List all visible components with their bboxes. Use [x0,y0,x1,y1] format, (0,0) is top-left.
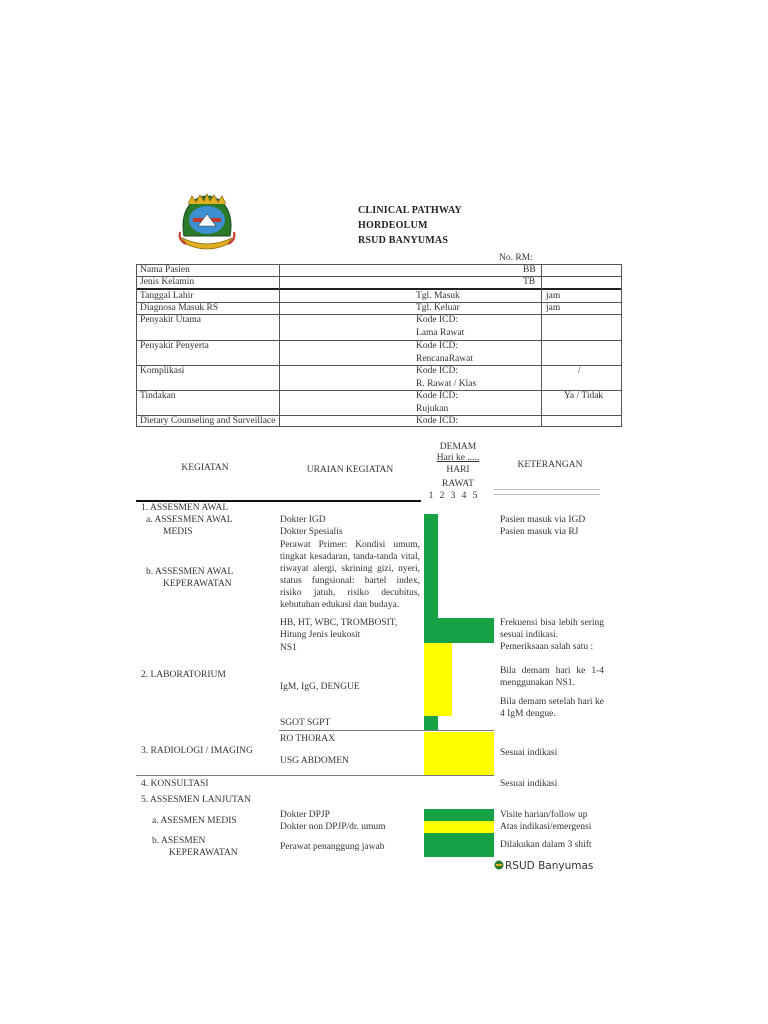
keterangan-visite: Visite harian/follow up [500,810,588,820]
no-rm-label: No. RM: [499,253,533,263]
day-number: 5 [472,491,478,501]
field-label: Jenis Kelamin [140,277,195,287]
hospital-logo-small-icon [494,860,504,870]
section-assesmen-awal: 1. ASSESMEN AWAL [141,503,229,513]
row-divider-bold [136,288,622,290]
table-border-right [621,264,622,427]
kegiatan-header: KEGIATAN [181,463,229,473]
row-divider [136,775,494,776]
field-mid: Kode ICD: [416,416,458,426]
section-asesmen-keperawatan: b. ASESMEN [152,836,206,846]
section-asesmen-medis: a. ASESMEN MEDIS [152,816,237,826]
timeline-bar-yellow [424,821,494,833]
row-divider [136,390,622,391]
row-divider [279,730,494,731]
field-label: Nama Pasien [140,265,190,275]
field-label: Tanggal Lahir [140,291,194,301]
title-line-2: HORDEOLUM [358,220,428,231]
field-label: Tindakan [140,391,176,401]
hari-ke-header: Hari ke ..... [436,453,480,463]
section-radiologi: 3. RADIOLOGI / IMAGING [141,746,253,756]
day-number: 3 [450,491,456,501]
row-divider [136,365,622,366]
keterangan-radiologi: Sesuai indikasi [500,748,558,758]
section-assesmen-lanjutan: 5. ASSESMEN LANJUTAN [141,795,251,805]
hospital-logo [178,192,236,252]
timeline-bar-green [424,618,494,643]
timeline-bar-green [424,833,494,857]
section-asesmen-keperawatan-2: KEPERAWATAN [169,848,238,858]
header-rule-light [494,489,600,490]
rawat-header: RAWAT [442,479,474,489]
section-assesmen-keperawatan-2: KEPERAWATAN [163,579,232,589]
table-border-left [136,264,137,427]
day-number: 4 [461,491,467,501]
col-divider [279,264,280,427]
timeline-bar-green [424,514,438,618]
field-mid: Tgl. Keluar [416,303,460,313]
keterangan-rj: Pasien masuk via RJ [500,527,579,537]
footer-brand [494,860,593,872]
uraian-dokter-igd: Dokter IGD [280,515,326,525]
uraian-usg: USG ABDOMEN [280,756,349,766]
field-mid: Kode ICD: [416,391,458,401]
uraian-dokter-non-dpjp: Dokter non DPJP/dr. umum [280,822,386,832]
field-right: jam [546,291,561,301]
uraian-igm: IgM, IgG, DENGUE [280,682,360,692]
field-mid: Tgl. Masuk [416,291,460,301]
uraian-perawat-primer: Perawat Primer: Kondisi umum, tingkat kesadaran, tanda-tanda vital, riwayat alergi, skrining gizi, nyeri, status fungsional: bartel index, risiko jatuh, risiko decubitus, kebutuhan edukasi dan budaya. [280,540,420,610]
field-label: Penyakit Penyerta [140,341,209,351]
uraian-header: URAIAN KEGIATAN [306,465,394,475]
document-title [358,203,462,248]
field-mid-2: Lama Rawat [416,328,465,338]
day-number: 1 [428,491,434,501]
col-divider [541,264,542,427]
keterangan-emergensi: Atas indikasi/emergensi [500,822,592,832]
timeline-bar-yellow [424,643,452,716]
timeline-bar-green [424,716,438,730]
uraian-perawat-pj: Perawat penanggung jawab [280,842,385,852]
field-label: Penyakit Utama [140,315,201,325]
header-rule-light [494,494,600,495]
title-line-1: CLINICAL PATHWAY [358,205,462,216]
uraian-hb: HB, HT, WBC, TROMBOSIT, [280,618,398,628]
section-assesmen-medis: a. ASSESMEN AWAL [146,515,233,525]
field-mid: Kode ICD: [416,341,458,351]
field-right: / [578,366,581,376]
field-mid: Kode ICD: [416,315,458,325]
field-right: Ya / Tidak [564,391,604,401]
keterangan-igd: Pasien masuk via IGD [500,515,586,525]
header-rule [136,500,421,502]
keterangan-shift: Dilakukan dalam 3 shift [500,840,592,850]
footer-text: RSUD Banyumas [505,860,594,872]
section-assesmen-medis-2: MEDIS [163,527,193,537]
timeline-bar-green [424,809,494,821]
uraian-dokter-spesialis: Dokter Spesialis [280,527,343,537]
row-divider [136,314,622,315]
section-konsultasi: 4. KONSULTASI [141,779,209,789]
uraian-hitung-jenis: Hitung Jenis leukosit [280,630,361,640]
day-number: 2 [439,491,445,501]
field-right: jam [546,303,561,313]
section-laboratorium: 2. LABORATORIUM [141,670,226,680]
field-mid: Kode ICD: [416,366,458,376]
keterangan-frekuensi: Frekuensi bisa lebih sering sesuai indikasi. [500,618,604,640]
uraian-sgot: SGOT SGPT [280,718,331,728]
tb-label: TB [523,277,536,287]
section-assesmen-keperawatan: b. ASSESMEN AWAL [146,567,234,577]
uraian-dokter-dpjp: Dokter DPJP [280,810,330,820]
keterangan-konsultasi: Sesuai indikasi [500,779,558,789]
keterangan-ns1: Bila demam hari ke 1-4 menggunakan NS1. [500,666,604,688]
demam-header: DEMAM [439,442,477,452]
field-label: Komplikasi [140,366,185,376]
row-divider [136,276,622,277]
field-mid-2: Rujukan [416,404,449,414]
bb-label: BB [523,265,536,275]
timeline-bar-yellow [424,732,494,775]
title-line-3: RSUD BANYUMAS [358,235,449,246]
uraian-ro-thorax: RO THORAX [280,734,335,744]
keterangan-pemeriksaan: Pemeriksaan salah satu : [500,642,594,652]
keterangan-header: KETERANGAN [517,460,583,470]
table-border-top [136,264,622,265]
uraian-ns1: NS1 [280,643,297,653]
keterangan-igm: Bila demam setelah hari ke 4 IgM dengue. [500,697,604,719]
field-label: Dietary Counseling and Surveillace [140,416,276,426]
field-mid-2: RencanaRawat [416,354,473,364]
field-mid-2: R. Rawat / Klas [416,379,477,389]
field-label: Diagnosa Masuk RS [140,303,219,313]
hari-header: HARI [446,465,470,475]
